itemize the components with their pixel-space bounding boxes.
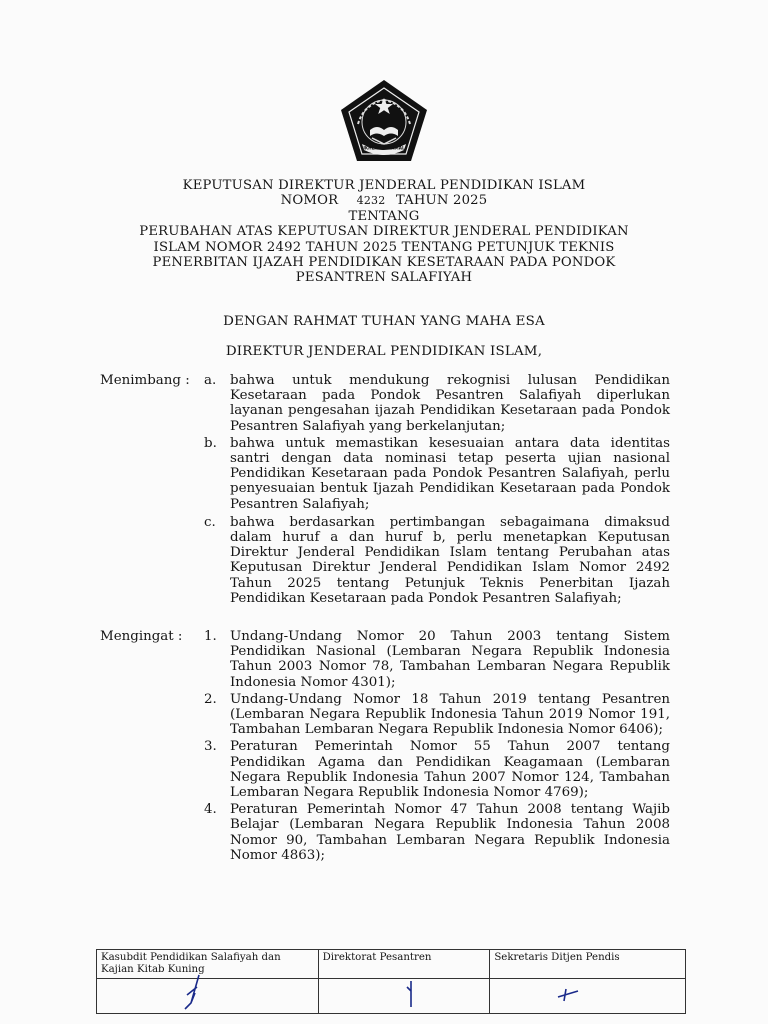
menimbang-item-c bbox=[100, 515, 670, 606]
tentang-label: TENTANG bbox=[348, 208, 420, 224]
item-marker: c. bbox=[204, 514, 216, 530]
item-text: Peraturan Pemerintah Nomor 55 Tahun 2007 tentang Pendidikan Agama dan Pendidikan Keagamaan (Lembaran Negara Republik Indonesia Tahun 2007 Nomor 124, Tambahan Lembaran Negara Republik Indonesia Nomor 4769); bbox=[230, 739, 670, 801]
item-text: Undang-Undang Nomor 18 Tahun 2019 tentang Pesantren (Lembaran Negara Republik Indonesia Tahun 2019 Nomor 191, Tambahan Lembaran Negara Republik Indonesia Nomor 6406); bbox=[230, 691, 670, 738]
paraf-cell-3 bbox=[490, 979, 686, 1014]
item-marker: 2. bbox=[204, 691, 217, 707]
paraf-col-direktorat: Direktorat Pesantren bbox=[318, 950, 490, 979]
mengingat-label: Mengingat : bbox=[100, 629, 183, 644]
item-text: Peraturan Pemerintah Nomor 47 Tahun 2008 tentang Wajib Belajar (Lembaran Negara Republik Indonesia Tahun 2008 Nomor 90, Tambahan Lembaran Negara Republik Indonesia Nomor 4863); bbox=[230, 802, 670, 863]
item-text: bahwa berdasarkan pertimbangan sebagaimana dimaksud dalam huruf a dan huruf b, perlu menetapkan Keputusan Direktur Jenderal Pendidikan Islam tentang Perubahan atas Keputusan Direktur Jenderal Pendidikan Islam Nomor 2492 Tahun 2025 tentang Petunjuk Teknis Penerbitan Ijazah Pendidikan Kesetaraan pada Pondok Pesantren Salafiyah; bbox=[230, 514, 670, 606]
item-marker: b. bbox=[204, 435, 217, 451]
item-marker: 4. bbox=[204, 802, 217, 818]
subject-line-3: PENERBITAN IJAZAH PENDIDIKAN KESETARAAN PADA PONDOK bbox=[152, 255, 616, 271]
decree-number-row bbox=[60, 193, 708, 208]
nomor-value: 4232 bbox=[356, 194, 386, 208]
item-marker: 1. bbox=[204, 629, 217, 644]
salutation-line: DENGAN RAHMAT TUHAN YANG MAHA ESA bbox=[223, 314, 545, 329]
menimbang-item-b bbox=[100, 436, 670, 512]
item-text: bahwa untuk memastikan kesesuaian antara data identitas santri dengan data nominasi tetap peserta ujian nasional Pendidikan Kesetaraan pada Pondok Pesantren Salafiyah, perlu penyesuaian bentuk Ijazah Pendidikan Kesetaraan pada Pondok Pesantren Salafiyah; bbox=[230, 435, 670, 512]
paraf-col-kasubdit: Kasubdit Pendidikan Salafiyah dan Kajian Kitab Kuning bbox=[97, 950, 319, 979]
mengingat-item-3 bbox=[100, 739, 670, 800]
menimbang-section bbox=[100, 373, 670, 606]
paraf-cell-2 bbox=[318, 979, 490, 1014]
decree-title: KEPUTUSAN DIREKTUR JENDERAL PENDIDIKAN ISLAM bbox=[182, 178, 586, 193]
item-marker: 3. bbox=[204, 739, 217, 755]
paraf-col-sekretaris: Sekretaris Ditjen Pendis bbox=[490, 950, 686, 979]
kemenag-emblem-logo bbox=[338, 78, 430, 164]
item-marker: a. bbox=[204, 373, 217, 388]
paraf-cell-1 bbox=[97, 979, 319, 1014]
paraf-mark-2 bbox=[401, 979, 421, 1009]
item-text: bahwa untuk mendukung rekognisi lulusan Pendidikan Kesetaraan pada Pondok Pesantren Salafiyah diperlukan layanan pengesahan ijazah Pendidikan Kesetaraan pada Pondok Pesantren Salafiyah yang berkelanjutan; bbox=[230, 373, 670, 434]
menimbang-item-a bbox=[100, 373, 670, 434]
item-text: Undang-Undang Nomor 20 Tahun 2003 tentang Sistem Pendidikan Nasional (Lembaran Negara Republik Indonesia Tahun 2003 Nomor 78, Tambahan Lembaran Negara Republik Indonesia Nomor 4301); bbox=[230, 629, 670, 690]
decree-title-block bbox=[60, 178, 708, 286]
emblem-motto: IKHLAS BERAMAL bbox=[363, 145, 405, 151]
menimbang-label: Menimbang : bbox=[100, 373, 190, 388]
official-title-line: DIREKTUR JENDERAL PENDIDIKAN ISLAM, bbox=[225, 344, 543, 359]
paraf-table bbox=[96, 949, 686, 1014]
paraf-mark-1 bbox=[177, 973, 207, 1011]
subject-line-4: PESANTREN SALAFIYAH bbox=[295, 270, 473, 286]
paraf-mark-3 bbox=[554, 985, 582, 1003]
subject-line-1: PERUBAHAN ATAS KEPUTUSAN DIREKTUR JENDERAL PENDIDIKAN bbox=[139, 224, 629, 240]
nomor-label: NOMOR bbox=[280, 193, 339, 209]
paraf-signature-row bbox=[97, 979, 686, 1014]
mengingat-item-4 bbox=[100, 802, 670, 863]
subject-line-2: ISLAM NOMOR 2492 TAHUN 2025 TENTANG PETUNJUK TEKNIS bbox=[153, 239, 615, 255]
tahun-label: TAHUN 2025 bbox=[395, 193, 488, 209]
mengingat-section bbox=[100, 629, 670, 863]
mengingat-item-2 bbox=[100, 692, 670, 738]
mengingat-item-1 bbox=[100, 629, 670, 690]
